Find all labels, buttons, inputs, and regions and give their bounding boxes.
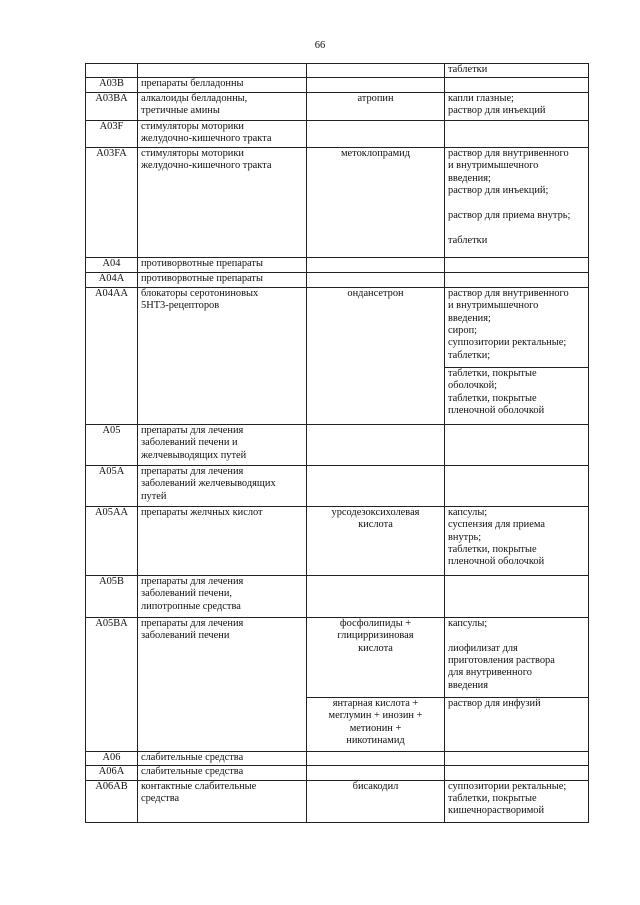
drug-name-cell: урсодезоксихолевая кислота xyxy=(307,506,445,575)
table-row xyxy=(86,780,589,822)
drug-name-cell xyxy=(307,465,445,506)
atc-code-cell: A06AB xyxy=(86,780,138,822)
group-name-cell: стимуляторы моторики желудочно-кишечного тракта xyxy=(138,120,307,147)
drug-name-cell: янтарная кислота + меглумин + инозин + метионин + никотинамид xyxy=(307,697,445,751)
group-name-cell: препараты желчных кислот xyxy=(138,506,307,575)
dosage-form-cell xyxy=(445,120,589,147)
drug-name-cell xyxy=(307,120,445,147)
atc-code-cell: A03F xyxy=(86,120,138,147)
dosage-form-cell xyxy=(445,424,589,465)
group-name-cell: контактные слабительные средства xyxy=(138,780,307,822)
table-row xyxy=(86,287,589,367)
group-name-cell: препараты белладонны xyxy=(138,78,307,92)
dosage-form-cell xyxy=(445,257,589,272)
atc-code-cell xyxy=(86,64,138,78)
dosage-form-cell: таблетки xyxy=(445,64,589,78)
group-name-cell: препараты для лечения заболеваний печени xyxy=(138,617,307,751)
atc-code-cell: A03FA xyxy=(86,147,138,257)
atc-code-cell: A05AA xyxy=(86,506,138,575)
dosage-form-cell: раствор для инфузий xyxy=(445,697,589,751)
dosage-form-cell: суппозитории ректальные; таблетки, покрытые кишечнорастворимой xyxy=(445,780,589,822)
group-name-cell xyxy=(138,64,307,78)
group-name-cell: противорвотные препараты xyxy=(138,257,307,272)
drug-name-cell: фосфолипиды + глицирризиновая кислота xyxy=(307,617,445,697)
drug-name-cell xyxy=(307,751,445,765)
table-row xyxy=(86,257,589,272)
group-name-cell: блокаторы серотониновых 5НТ3-рецепторов xyxy=(138,287,307,424)
dosage-form-cell xyxy=(445,272,589,287)
dosage-form-cell xyxy=(445,465,589,506)
group-name-cell: препараты для лечения заболеваний желчевыводящих путей xyxy=(138,465,307,506)
dosage-form-cell xyxy=(445,575,589,617)
page-number: 66 xyxy=(314,40,326,51)
table-row xyxy=(86,506,589,575)
table-row xyxy=(86,751,589,765)
dosage-form-cell xyxy=(445,78,589,92)
atc-code-cell: A05B xyxy=(86,575,138,617)
group-name-cell: препараты для лечения заболеваний печени, липотропные средства xyxy=(138,575,307,617)
table-row xyxy=(86,424,589,465)
table-row xyxy=(86,147,589,257)
group-name-cell: стимуляторы моторики желудочно-кишечного тракта xyxy=(138,147,307,257)
table-row xyxy=(86,64,589,78)
table-row xyxy=(86,766,589,780)
dosage-form-cell: раствор для внутривенного и внутримышечного введения; сироп; суппозитории ректальные; таблетки; xyxy=(445,287,589,367)
dosage-form-cell: раствор для внутривенного и внутримышечного введения; раствор для инъекций; раствор для приема внутрь; таблетки xyxy=(445,147,589,257)
dosage-form-cell xyxy=(445,751,589,765)
atc-code-cell: A03BA xyxy=(86,92,138,120)
drug-name-cell xyxy=(307,766,445,780)
table-row xyxy=(86,120,589,147)
atc-code-cell: A04 xyxy=(86,257,138,272)
dosage-form-cell: капсулы; лиофилизат для приготовления раствора для внутривенного введения xyxy=(445,617,589,697)
table-row xyxy=(86,617,589,697)
drug-name-cell xyxy=(307,257,445,272)
atc-code-cell: A06 xyxy=(86,751,138,765)
drug-name-cell xyxy=(307,272,445,287)
drug-name-cell: бисакодил xyxy=(307,780,445,822)
table-row xyxy=(86,575,589,617)
dosage-form-cell xyxy=(445,766,589,780)
drug-name-cell xyxy=(307,78,445,92)
drug-name-cell: метоклопрамид xyxy=(307,147,445,257)
table-row xyxy=(86,465,589,506)
drug-name-cell: ондансетрон xyxy=(307,287,445,424)
drug-name-cell xyxy=(307,575,445,617)
drug-name-cell xyxy=(307,64,445,78)
group-name-cell: препараты для лечения заболеваний печени и желчевыводящих путей xyxy=(138,424,307,465)
group-name-cell: противорвотные препараты xyxy=(138,272,307,287)
group-name-cell: слабительные средства xyxy=(138,751,307,765)
atc-code-cell: A05 xyxy=(86,424,138,465)
dosage-form-cell: таблетки, покрытые оболочкой; таблетки, покрытые пленочной оболочкой xyxy=(445,367,589,424)
table-row xyxy=(86,272,589,287)
atc-code-cell: A05BA xyxy=(86,617,138,751)
drug-table xyxy=(85,63,589,823)
atc-code-cell: A04A xyxy=(86,272,138,287)
atc-code-cell: A03B xyxy=(86,78,138,92)
atc-code-cell: A05A xyxy=(86,465,138,506)
table-row xyxy=(86,92,589,120)
table-row xyxy=(86,78,589,92)
dosage-form-cell: капли глазные; раствор для инъекций xyxy=(445,92,589,120)
drug-name-cell xyxy=(307,424,445,465)
drug-name-cell: атропин xyxy=(307,92,445,120)
dosage-form-cell: капсулы; суспензия для приема внутрь; таблетки, покрытые пленочной оболочкой xyxy=(445,506,589,575)
group-name-cell: алкалоиды белладонны, третичные амины xyxy=(138,92,307,120)
atc-code-cell: A06A xyxy=(86,766,138,780)
atc-code-cell: A04AA xyxy=(86,287,138,424)
group-name-cell: слабительные средства xyxy=(138,766,307,780)
